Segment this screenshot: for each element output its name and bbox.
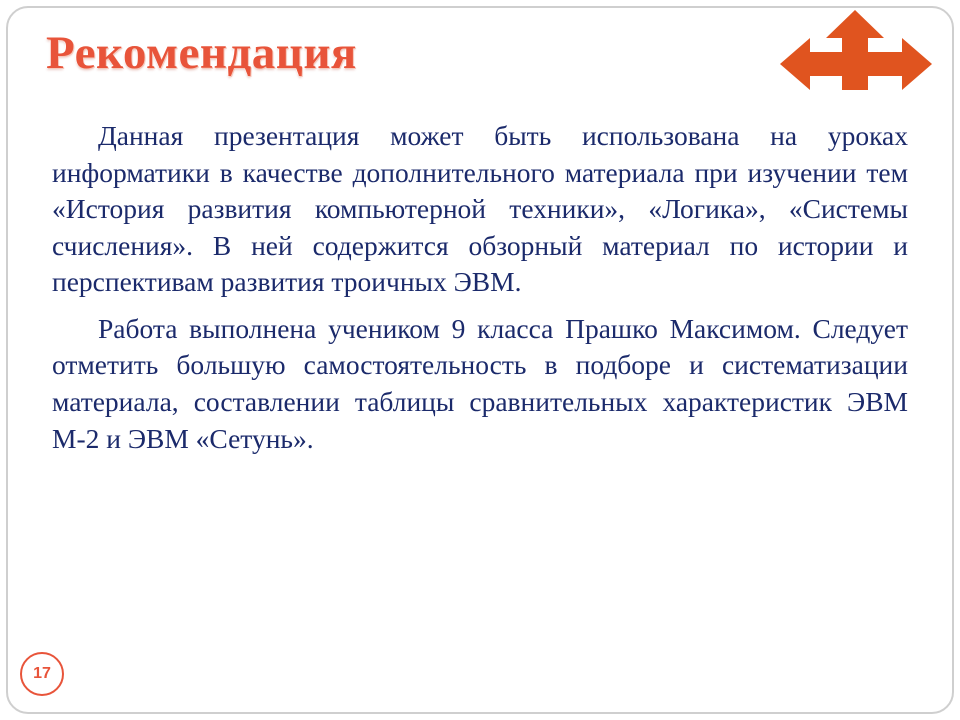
- body-paragraph-1: Данная презентация может быть использована на уроках информатики в качестве дополнительного материала при изучении тем «История развития компьютерной техники», «Логика», «Системы счисления». В ней содержится обзорный материал по истории и перспективам развития троичных ЭВМ.: [52, 120, 908, 298]
- three-way-arrows-icon: [780, 10, 932, 90]
- page-number-badge: 17: [20, 652, 64, 696]
- body-paragraph-2: Работа выполнена учеником 9 класса Прашко Максимом. Следует отметить большую самостоятельность в подборе и систематизации материала, составлении таблицы сравнительных характеристик ЭВМ М-2 и ЭВМ «Сетунь».: [52, 312, 908, 454]
- slide-body: [52, 118, 908, 457]
- page-title: Рекомендация: [46, 27, 357, 79]
